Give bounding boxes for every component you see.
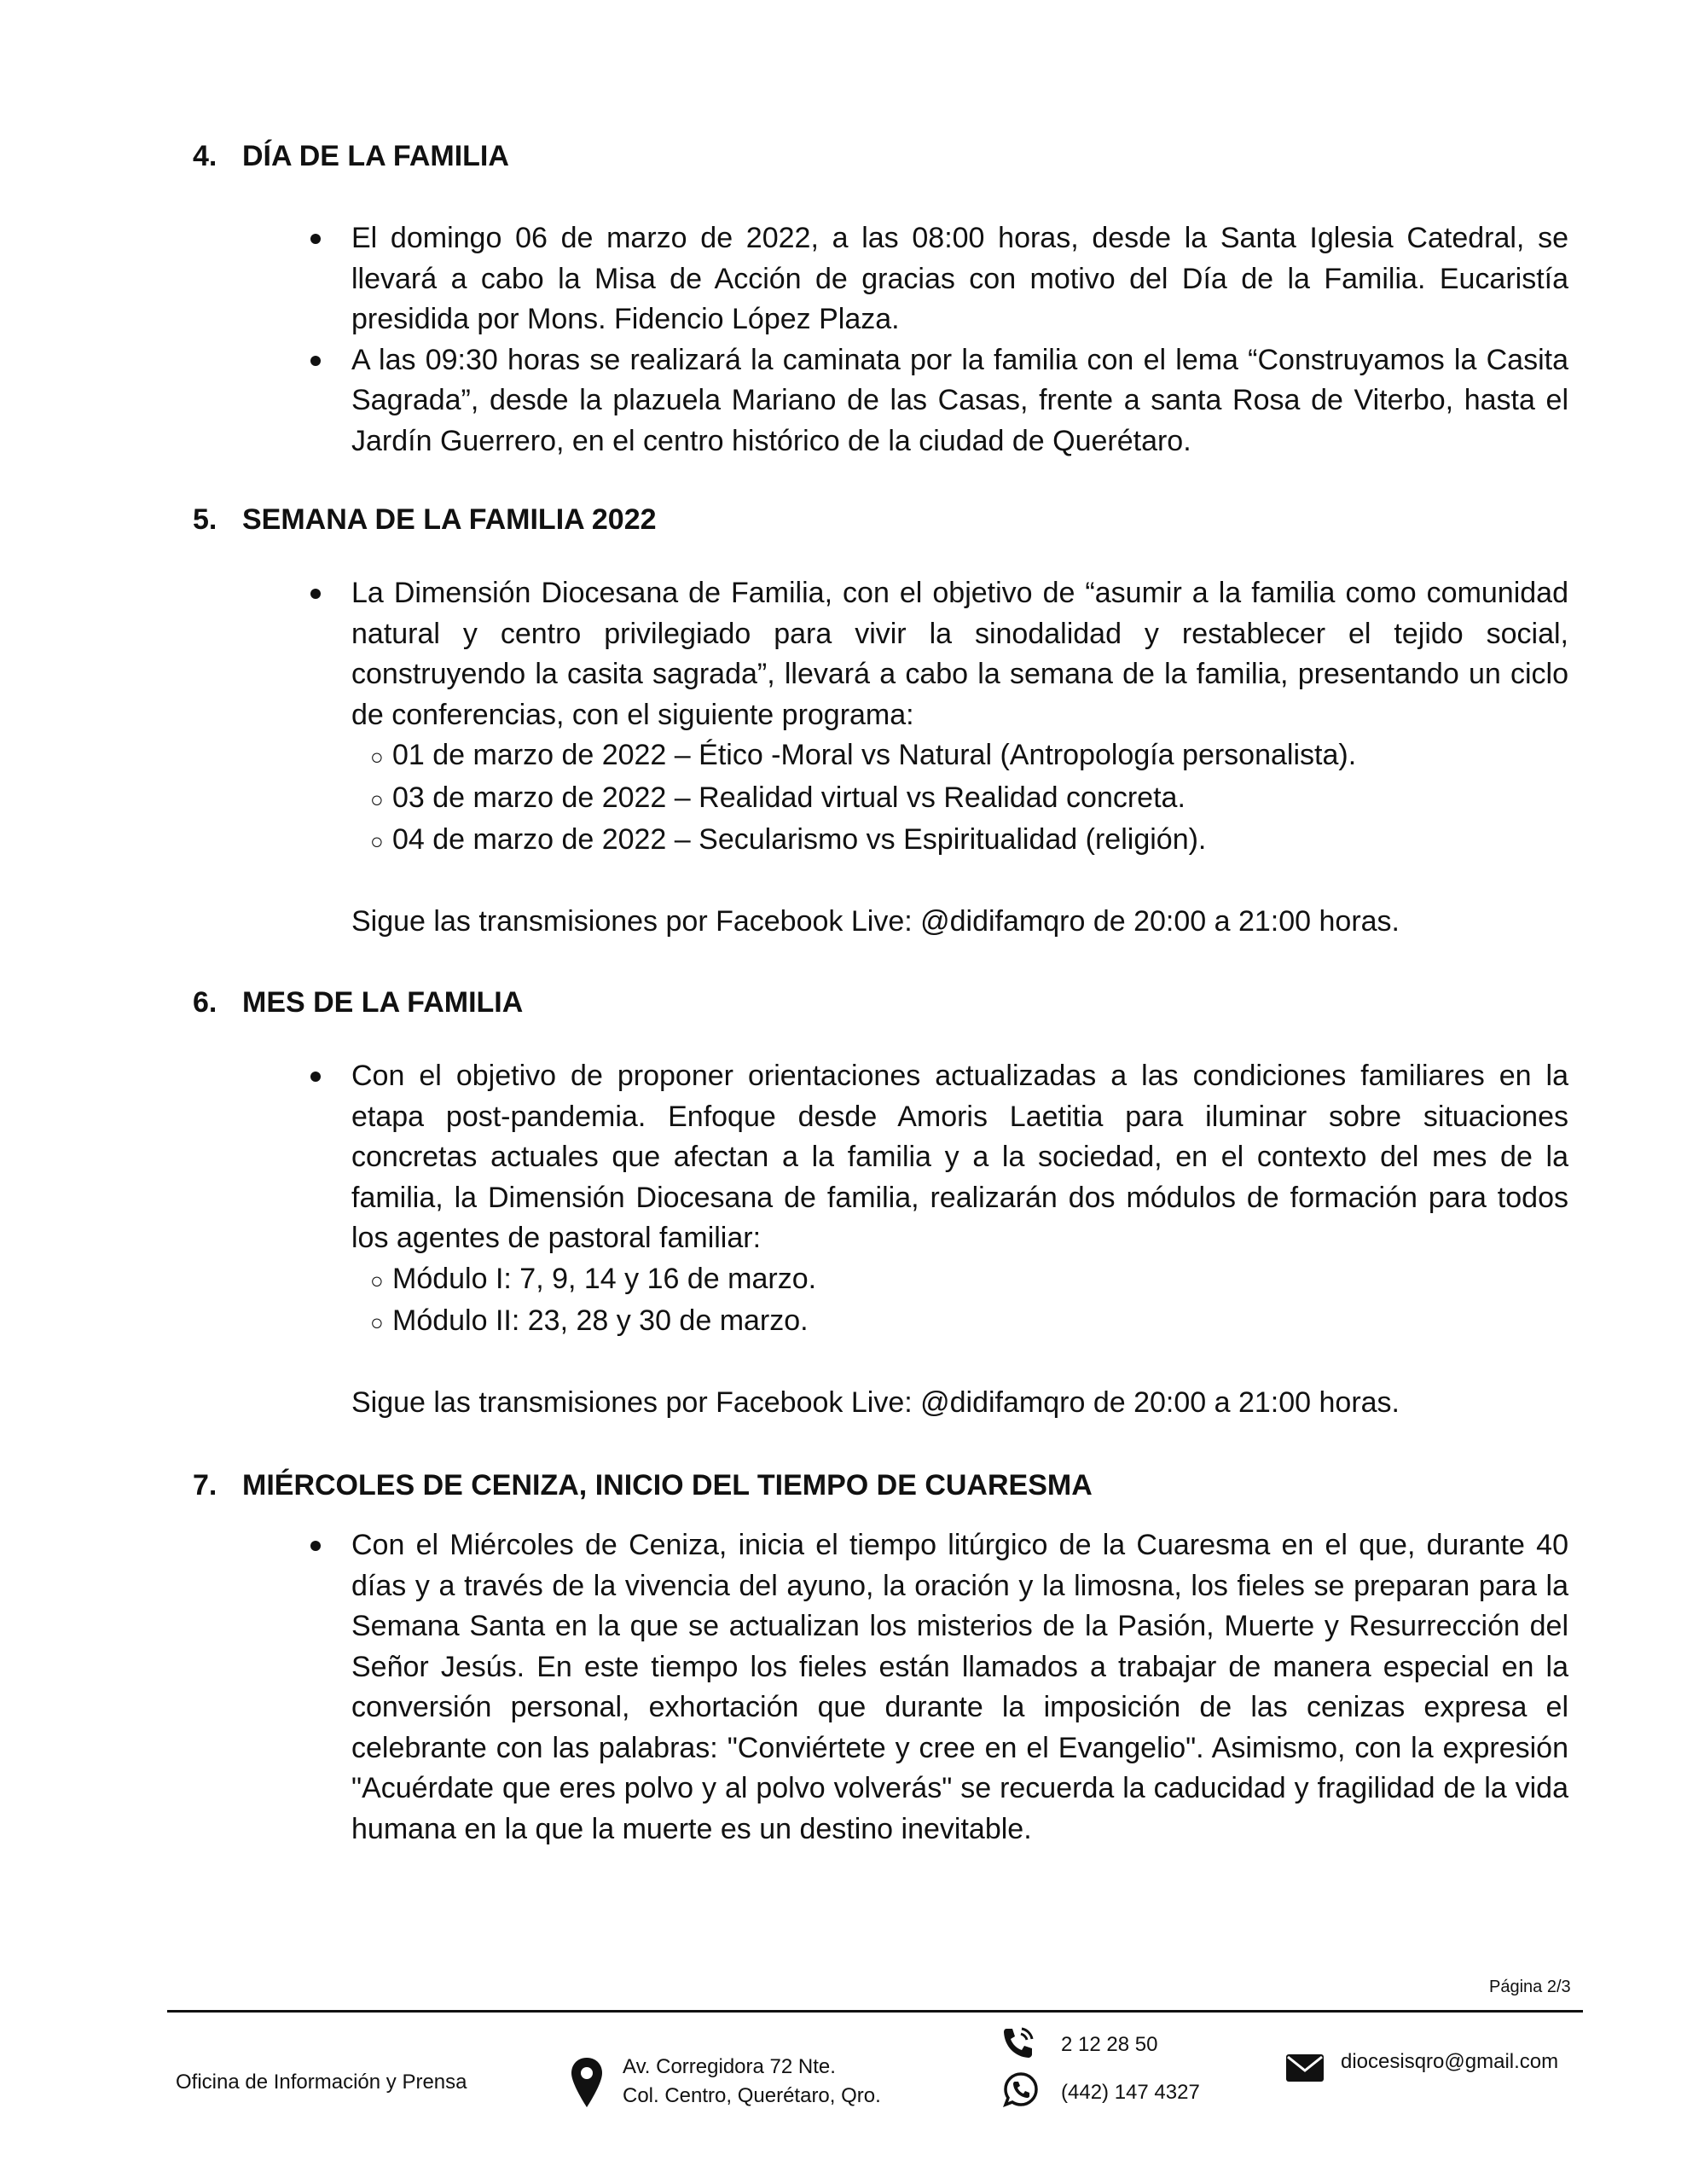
bullet-item — [193, 1056, 1568, 1423]
circle-bullet-icon: ○ — [370, 786, 384, 812]
circle-bullet-icon: ○ — [370, 1267, 384, 1293]
phone-icon — [1000, 2025, 1037, 2061]
section-7 — [193, 1466, 1574, 1850]
bullet-icon — [310, 589, 321, 599]
email-address: diocesisqro@gmail.com — [1341, 2050, 1559, 2073]
sub-list-item — [370, 1259, 1568, 1302]
section-number: 5. — [193, 503, 217, 536]
bullet-icon — [310, 1072, 321, 1082]
address-line-1: Av. Corregidora 72 Nte. — [623, 2055, 836, 2078]
section-heading — [193, 983, 1574, 1022]
sub-list-text: Módulo II: 23, 28 y 30 de marzo. — [392, 1304, 809, 1337]
section-number: 4. — [193, 140, 217, 172]
bullet-text: A las 09:30 horas se realizará la caminata por la familia con el lema “Construyamos la Casita Sagrada”, desde la plazuela Mariano de las Casas, frente a santa Rosa de Viterbo, hasta el Jardín Guerrero, en el centro histórico de la ciudad de Querétaro. — [351, 343, 1568, 457]
note-text: Sigue las transmisiones por Facebook Live: @didifamqro de 20:00 a 21:00 horas. — [351, 1385, 1400, 1419]
sub-list-item — [370, 778, 1568, 821]
circle-bullet-icon: ○ — [370, 828, 384, 854]
bullet-icon — [310, 356, 321, 366]
section-title: DÍA DE LA FAMILIA — [242, 140, 509, 172]
sub-list-item — [370, 820, 1568, 863]
section-title: MIÉRCOLES DE CENIZA, INICIO DEL TIEMPO DE CUARESMA — [242, 1469, 1093, 1502]
sub-list-text: Módulo I: 7, 9, 14 y 16 de marzo. — [392, 1262, 817, 1295]
bullet-text: El domingo 06 de marzo de 2022, a las 08:00 horas, desde la Santa Iglesia Catedral, se llevará a cabo la Misa de Acción de gracias con motivo del Día de la Familia. Eucaristía presidida por Mons. Fidencio López Plaza. — [351, 222, 1568, 335]
address-line-2: Col. Centro, Querétaro, Qro. — [623, 2084, 881, 2107]
section-heading — [193, 136, 1574, 176]
sub-list-text: 04 de marzo de 2022 – Secularismo vs Espiritualidad (religión). — [392, 823, 1207, 856]
office-name: Oficina de Información y Prensa — [176, 2071, 467, 2094]
page-number: Página 2/3 — [1489, 1978, 1571, 1996]
location-pin-icon — [570, 2056, 604, 2109]
section-6 — [193, 983, 1574, 1423]
sub-list-item — [370, 735, 1568, 778]
section-number: 7. — [193, 1469, 217, 1502]
bullet-text: Con el objetivo de proponer orientaciones actualizadas a las condiciones familiares en la etapa post-pandemia. Enfoque desde Amoris Laetitia para iluminar sobre situaciones concretas actuales que afectan a la familia y a la sociedad, en el contexto del mes de la familia, la Dimensión Diocesana de familia, realizarán dos módulos de formación para todos los agentes de pastoral familiar: — [351, 1060, 1568, 1254]
bullet-icon — [310, 234, 321, 244]
whatsapp-icon — [1003, 2071, 1039, 2107]
section-heading — [193, 1466, 1574, 1505]
bullet-item — [193, 1525, 1568, 1850]
sub-list-text: 01 de marzo de 2022 – Ético -Moral vs Natural (Antropología personalista). — [392, 739, 1357, 771]
section-5 — [193, 500, 1574, 942]
sub-list-item — [370, 1301, 1568, 1344]
section-title: SEMANA DE LA FAMILIA 2022 — [242, 503, 657, 536]
circle-bullet-icon: ○ — [370, 1310, 384, 1335]
bullet-item — [193, 340, 1568, 462]
bullet-text: Con el Miércoles de Ceniza, inicia el tiempo litúrgico de la Cuaresma en el que, durante 40 días y a través de la vivencia del ayuno, la oración y la limosna, los fieles se preparan para la Semana Santa en la que se actualizan los misterios de la Pasión, Muerte y Resurrección del Señor Jesús. En este tiempo los fieles están llamados a trabajar de manera especial en la conversión personal, exhortación que durante la imposición de las cenizas expresa el celebrante con las palabras: "Conviértete y cree en el Evangelio". Asimismo, con la expresión "Acuérdate que eres polvo y al polvo volverás" se recuerda la caducidad y fragilidad de la vida humana en la que la muerte es un destino inevitable. — [351, 1529, 1568, 1845]
section-title: MES DE LA FAMILIA — [242, 986, 524, 1019]
phone-number: 2 12 28 50 — [1061, 2033, 1158, 2056]
section-4 — [193, 136, 1574, 462]
sub-list-text: 03 de marzo de 2022 – Realidad virtual vs Realidad concreta. — [392, 781, 1186, 814]
mail-icon — [1284, 2051, 1325, 2085]
bullet-item — [193, 573, 1568, 942]
section-heading — [193, 500, 1574, 539]
section-number: 6. — [193, 986, 217, 1019]
bullet-item — [193, 218, 1568, 340]
footer-divider — [167, 2010, 1583, 2013]
whatsapp-number: (442) 147 4327 — [1061, 2081, 1200, 2104]
bullet-text: La Dimensión Diocesana de Familia, con el objetivo de “asumir a la familia como comunidad natural y centro privilegiado para vivir la sinodalidad y restablecer el tejido social, construyendo la casita sagrada”, llevará a cabo la semana de la familia, presentando un ciclo de conferencias, con el siguiente programa: — [351, 577, 1568, 731]
bullet-icon — [310, 1541, 321, 1551]
note-text: Sigue las transmisiones por Facebook Live: @didifamqro de 20:00 a 21:00 horas. — [351, 904, 1400, 938]
circle-bullet-icon: ○ — [370, 744, 384, 770]
